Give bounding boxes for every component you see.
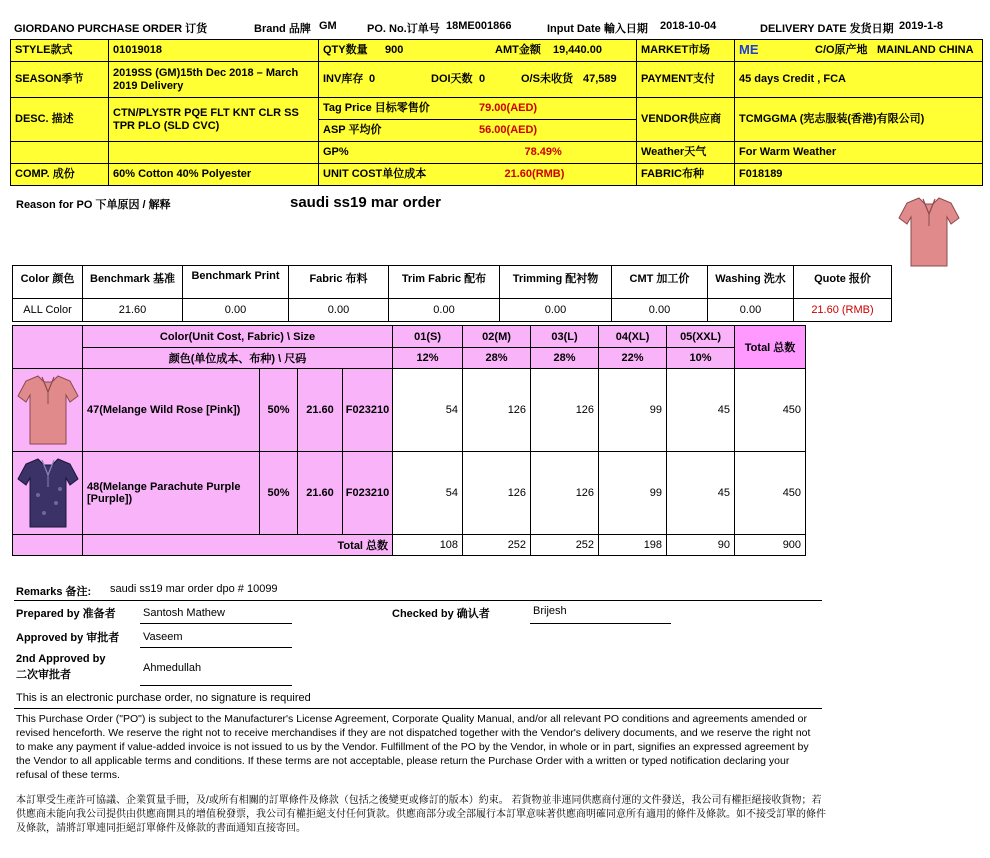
row-total: 450 xyxy=(735,452,806,535)
fabric-label: FABRIC布种 xyxy=(637,164,735,186)
grand-total-cell: 252 xyxy=(463,535,531,556)
size-label: 02(M) xyxy=(463,326,531,348)
table-row xyxy=(13,369,806,452)
fabric-value: F018189 xyxy=(735,164,983,186)
divider xyxy=(14,708,822,709)
terms-chinese: 本訂單受生產許可協議、企業質量手冊，及/或所有相關的訂單條件及條款（包括之後變更或修訂的版本）約束。 若貨物並非連同供應商付運的文件發送，我公司有權拒絕接收貨物；若供應商未能向我公司提供由供應商開具的增值稅發票，我公司有權拒絕支付任何貨款。供應商部分或全部履行本訂單意味著供應商明確同意所有適用的條件及條款。如不接受訂單的條件及條款，請將訂單連同拒絕訂單條件及條款的書面通知直接寄回。 xyxy=(16,795,826,834)
divider xyxy=(14,600,822,601)
cost-header: Trimming 配衬物 xyxy=(500,266,612,299)
color-fabric: F023210 xyxy=(343,452,393,535)
polo-shirt-icon xyxy=(897,194,961,270)
size-breakdown-table xyxy=(12,325,806,556)
grand-total-sum: 900 xyxy=(735,535,806,556)
desc-value: CTN/PLYSTR PQE FLT KNT CLR SS TPR PLO (SLD CVC) xyxy=(109,98,319,142)
remarks-label: Remarks 备注: xyxy=(16,586,92,598)
po-info-grid xyxy=(10,39,983,186)
inv-value: 0 xyxy=(369,73,376,85)
qty-cell: 54 xyxy=(393,369,463,452)
terms-english: This Purchase Order ("PO") is subject to the Manufacturer's License Agreement, Corporate Quality Manual, and/or all relevant PO conditions and agreements amended or revised henceforth. We reserve the right not to receive merchandises if they are not dispatched together with the Vendor's delivery documents, and we reserve the right not to make any payment if value-added invoice is not issued to us by the Vendor. Fulfillment of the PO by the Vendor, in whole or in part, signifies an expressed agreement by the Vendor to all applicable terms and conditions. If these terms are not acceptable, please return the Purchase Order with a written or typed notification declaring your refusal of these terms. xyxy=(16,713,811,781)
tag-price-value: 79.00(AED) xyxy=(479,102,538,114)
market-origin-cell xyxy=(735,40,983,62)
size-ratio: 28% xyxy=(531,348,599,369)
cost-cell: 0.00 xyxy=(500,299,612,322)
weather-label: Weather天气 xyxy=(637,142,735,164)
remarks-value: saudi ss19 mar order dpo # 10099 xyxy=(110,583,278,595)
size-ratio: 28% xyxy=(463,348,531,369)
grand-total-label: Total 总数 xyxy=(83,535,393,556)
cost-header: CMT 加工价 xyxy=(612,266,708,299)
polo-shirt-pink-icon xyxy=(16,372,80,448)
prepared-value: Santosh Mathew xyxy=(140,607,292,624)
product-thumbnail xyxy=(897,194,961,270)
cost-header: Fabric 布料 xyxy=(289,266,389,299)
second-approved-label-cn: 二次审批者 xyxy=(16,669,71,681)
origin-value: MAINLAND CHINA xyxy=(877,44,974,56)
color-pct: 50% xyxy=(260,369,298,452)
checked-label: Checked by 确认者 xyxy=(392,608,490,620)
cost-breakdown-table xyxy=(12,265,892,322)
color-name: 48(Melange Parachute Purple [Purple]) xyxy=(83,452,260,535)
market-value: ME xyxy=(739,42,759,57)
doi-value: 0 xyxy=(479,73,486,85)
empty-cell xyxy=(11,142,109,164)
po-number: 18ME001866 xyxy=(446,20,512,32)
asp-value: 56.00(AED) xyxy=(479,124,538,136)
second-approved-label: 2nd Approved by xyxy=(16,653,106,665)
brand-value: GM xyxy=(319,20,337,32)
cost-cell: 0.00 xyxy=(708,299,794,322)
qty-cell: 54 xyxy=(393,452,463,535)
size-header-cn: 颜色(单位成本、布种) \ 尺码 xyxy=(83,348,393,369)
size-label: 05(XXL) xyxy=(667,326,735,348)
size-label: 03(L) xyxy=(531,326,599,348)
reason-label: Reason for PO 下单原因 / 解释 xyxy=(16,199,171,211)
inventory-cell xyxy=(319,62,637,98)
weather-value: For Warm Weather xyxy=(735,142,983,164)
input-date-value: 2018-10-04 xyxy=(660,20,717,32)
qty-label: QTY数量 xyxy=(323,44,368,56)
cost-cell: 0.00 xyxy=(289,299,389,322)
unit-cost-value: 21.60(RMB) xyxy=(495,164,637,186)
origin-label: C/O原产地 xyxy=(815,44,868,56)
color-cost: 21.60 xyxy=(298,452,343,535)
qty-cell: 45 xyxy=(667,452,735,535)
cost-cell: 0.00 xyxy=(183,299,289,322)
total-header: Total 总数 xyxy=(735,326,806,369)
season-value: 2019SS (GM)15th Dec 2018 – March 2019 Delivery xyxy=(109,62,319,98)
po-header xyxy=(14,20,974,36)
amt-value: 19,440.00 xyxy=(553,44,602,56)
color-fabric: F023210 xyxy=(343,369,393,452)
approved-label: Approved by 审批者 xyxy=(16,632,120,644)
style-value: 01019018 xyxy=(109,40,319,62)
color-cost: 21.60 xyxy=(298,369,343,452)
comp-value: 60% Cotton 40% Polyester xyxy=(109,164,319,186)
style-label: STYLE款式 xyxy=(11,40,109,62)
size-ratio: 22% xyxy=(599,348,667,369)
prepared-label: Prepared by 准备者 xyxy=(16,608,116,620)
cost-header: Trim Fabric 配布 xyxy=(389,266,500,299)
po-label: PO. No.订单号 xyxy=(367,23,440,35)
reason-value: saudi ss19 mar order xyxy=(290,194,441,211)
approved-value: Vaseem xyxy=(140,631,292,648)
size-header-en: Color(Unit Cost, Fabric) \ Size xyxy=(83,326,393,348)
os-label: O/S未收货 xyxy=(521,73,573,85)
electronic-note: This is an electronic purchase order, no signature is required xyxy=(16,692,311,704)
vendor-label: VENDOR供应商 xyxy=(637,98,735,142)
grand-total-cell: 108 xyxy=(393,535,463,556)
vendor-value: TCMGGMA (宪志服装(香港)有限公司) xyxy=(735,98,983,142)
grand-total-cell: 198 xyxy=(599,535,667,556)
grand-total-cell: 252 xyxy=(531,535,599,556)
desc-label: DESC. 描述 xyxy=(11,98,109,142)
shirt-thumb-cell xyxy=(13,369,83,452)
qty-cell: 126 xyxy=(463,452,531,535)
qty-cell: 45 xyxy=(667,369,735,452)
delivery-date-label: DELIVERY DATE 发货日期 xyxy=(760,23,894,35)
cost-header: Washing 洗水 xyxy=(708,266,794,299)
delivery-date-value: 2019-1-8 xyxy=(899,20,944,32)
gp-value: 78.49% xyxy=(495,142,637,164)
cost-cell: 0.00 xyxy=(389,299,500,322)
polo-shirt-purple-icon xyxy=(16,455,80,531)
amt-label: AMT金额 xyxy=(495,44,541,56)
gp-label: GP% xyxy=(319,142,495,164)
unit-cost-label: UNIT COST单位成本 xyxy=(319,164,495,186)
color-pct: 50% xyxy=(260,452,298,535)
payment-value: 45 days Credit , FCA xyxy=(735,62,983,98)
os-value: 47,589 xyxy=(583,73,617,85)
qty-cell: 126 xyxy=(531,452,599,535)
shirt-thumb-cell xyxy=(13,452,83,535)
size-ratio: 10% xyxy=(667,348,735,369)
size-label: 04(XL) xyxy=(599,326,667,348)
price-cell xyxy=(319,98,637,142)
cost-header: Quote 报价 xyxy=(794,266,892,299)
brand-label: Brand 品牌 xyxy=(254,23,311,35)
empty-cell xyxy=(13,535,83,556)
inv-label: INV库存 xyxy=(323,73,364,85)
cost-cell: ALL Color xyxy=(13,299,83,322)
company-title: GIORDANO PURCHASE ORDER 订货 xyxy=(14,23,208,35)
table-row xyxy=(13,452,806,535)
size-label: 01(S) xyxy=(393,326,463,348)
qty-cell: 99 xyxy=(599,452,667,535)
cost-cell: 21.60 xyxy=(83,299,183,322)
size-ratio: 12% xyxy=(393,348,463,369)
cost-header: Color 颜色 xyxy=(13,266,83,299)
qty-cell: 99 xyxy=(599,369,667,452)
cost-header: Benchmark 基准 xyxy=(83,266,183,299)
season-label: SEASON季节 xyxy=(11,62,109,98)
checked-value: Brijesh xyxy=(530,605,671,624)
comp-label: COMP. 成份 xyxy=(11,164,109,186)
doi-label: DOI天数 xyxy=(431,73,473,85)
color-name: 47(Melange Wild Rose [Pink]) xyxy=(83,369,260,452)
asp-label: ASP 平均价 xyxy=(323,124,382,136)
cost-header: Benchmark Print xyxy=(183,266,289,299)
tag-price-label: Tag Price 目标零售价 xyxy=(323,102,430,114)
qty-cell: 126 xyxy=(531,369,599,452)
cost-cell: 0.00 xyxy=(612,299,708,322)
qty-amt-cell xyxy=(319,40,637,62)
qty-cell: 126 xyxy=(463,369,531,452)
second-approved-value: Ahmedullah xyxy=(140,660,292,686)
market-label: MARKET市场 xyxy=(637,40,735,62)
quote-cell: 21.60 (RMB) xyxy=(794,299,892,322)
qty-value: 900 xyxy=(385,44,404,56)
input-date-label: Input Date 輸入日期 xyxy=(547,23,648,35)
payment-label: PAYMENT支付 xyxy=(637,62,735,98)
grand-total-cell: 90 xyxy=(667,535,735,556)
thumb-header-cell xyxy=(13,326,83,369)
empty-cell xyxy=(109,142,319,164)
row-total: 450 xyxy=(735,369,806,452)
